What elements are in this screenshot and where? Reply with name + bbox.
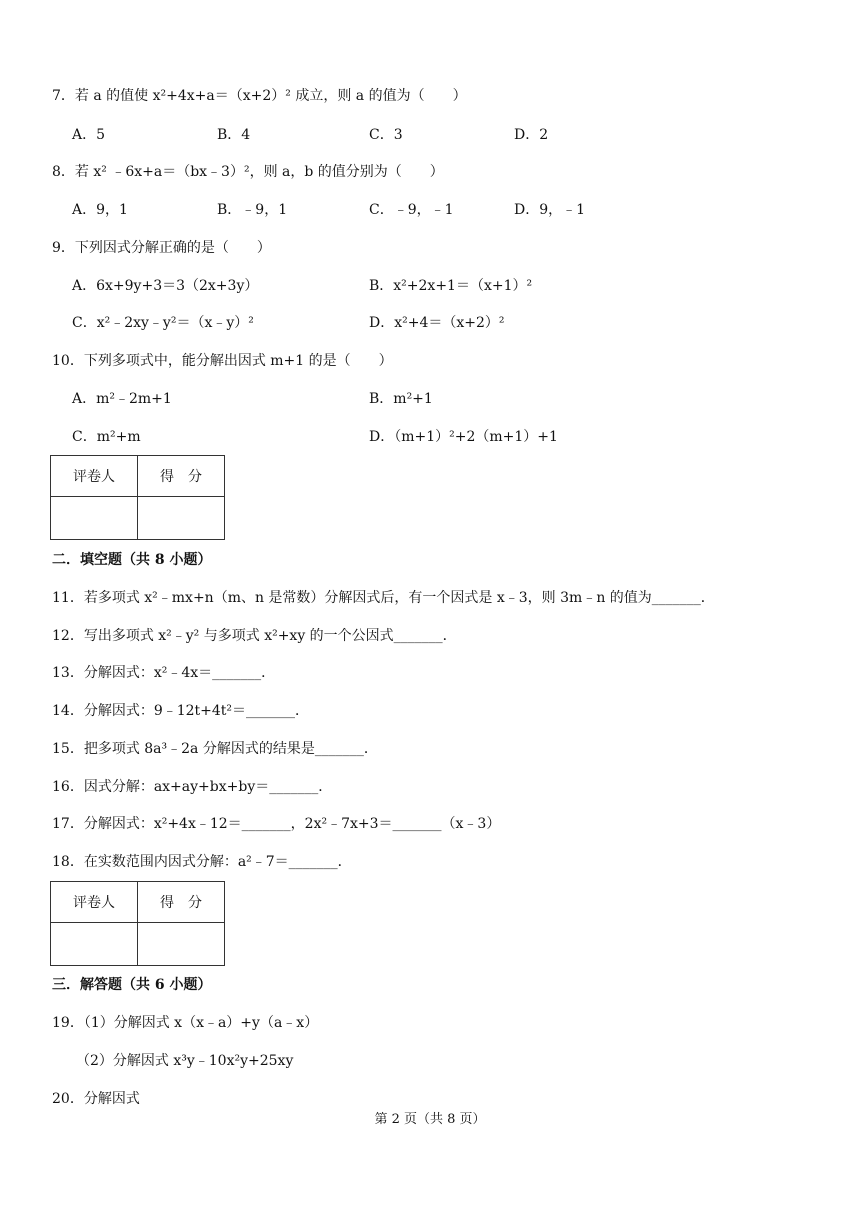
question-9-option-d: D．x²+4＝（x+2）² bbox=[369, 315, 505, 331]
question-8-option-c: C．﹣9，﹣1 bbox=[369, 202, 454, 218]
answer-question-19-part-2: （2）分解因式 x³y﹣10x²y+25xy bbox=[76, 1053, 294, 1069]
question-10-option-d: D．（m+1）²+2（m+1）+1 bbox=[369, 429, 558, 445]
question-7-stem: 7．若 a 的值使 x²+4x+a＝（x+2）² 成立，则 a 的值为（ ） bbox=[52, 88, 467, 104]
question-8-stem: 8．若 x² ﹣6x+a＝（bx﹣3）²，则 a，b 的值分别为（ ） bbox=[52, 164, 444, 180]
score-label: 得 分 bbox=[138, 456, 225, 497]
fill-question-17: 17．分解因式：x²+4x﹣12＝_______，2x²﹣7x+3＝_______（x﹣3） bbox=[52, 816, 501, 832]
section-3-heading: 三．解答题（共 6 小题） bbox=[52, 977, 212, 993]
section-2-heading: 二．填空题（共 8 小题） bbox=[52, 552, 212, 568]
question-8-option-b: B．﹣9，1 bbox=[217, 202, 288, 218]
question-8-option-d: D．9，﹣1 bbox=[514, 202, 586, 218]
fill-question-11: 11．若多项式 x²﹣mx+n（m、n 是常数）分解因式后，有一个因式是 x﹣3，则 3m﹣n 的值为_______． bbox=[52, 590, 715, 606]
fill-question-13: 13．分解因式：x²﹣4x＝_______． bbox=[52, 665, 276, 681]
question-7-option-d: D．2 bbox=[514, 127, 549, 143]
question-10-stem: 10．下列多项式中，能分解出因式 m+1 的是（ ） bbox=[52, 353, 393, 369]
page-footer: 第 2 页（共 8 页） bbox=[374, 1112, 486, 1127]
question-9-option-a: A．6x+9y+3＝3（2x+3y） bbox=[72, 278, 259, 294]
score-label: 得 分 bbox=[138, 882, 225, 923]
question-10-option-a: A．m²﹣2m+1 bbox=[72, 391, 172, 407]
question-7-option-b: B．4 bbox=[217, 127, 251, 143]
question-7-option-a: A．5 bbox=[72, 127, 106, 143]
reviewer-label: 评卷人 bbox=[51, 456, 138, 497]
question-10-option-c: C．m²+m bbox=[72, 429, 141, 445]
question-7-option-c: C．3 bbox=[369, 127, 403, 143]
answer-question-20: 20．分解因式 bbox=[52, 1091, 140, 1107]
fill-question-12: 12．写出多项式 x²﹣y² 与多项式 x²+xy 的一个公因式_______． bbox=[52, 628, 457, 644]
answer-question-19-part-1: 19．（1）分解因式 x（x﹣a）+y（a﹣x） bbox=[52, 1015, 319, 1031]
reviewer-cell bbox=[51, 923, 138, 966]
fill-question-14: 14．分解因式：9﹣12t+4t²＝_______． bbox=[52, 703, 310, 719]
reviewer-label: 评卷人 bbox=[51, 882, 138, 923]
question-9-option-c: C．x²﹣2xy﹣y²＝（x﹣y）² bbox=[72, 315, 254, 331]
fill-question-16: 16．因式分解：ax+ay+bx+by＝_______． bbox=[52, 779, 333, 795]
score-table-section-2 bbox=[50, 455, 225, 540]
score-cell bbox=[138, 497, 225, 540]
question-8-option-a: A．9，1 bbox=[72, 202, 128, 218]
reviewer-cell bbox=[51, 497, 138, 540]
score-cell bbox=[138, 923, 225, 966]
fill-question-18: 18．在实数范围内因式分解：a²﹣7＝_______． bbox=[52, 854, 352, 870]
question-9-stem: 9．下列因式分解正确的是（ ） bbox=[52, 240, 271, 256]
fill-question-15: 15．把多项式 8a³﹣2a 分解因式的结果是_______． bbox=[52, 741, 378, 757]
question-9-option-b: B．x²+2x+1＝（x+1）² bbox=[369, 278, 533, 294]
question-10-option-b: B．m²+1 bbox=[369, 391, 433, 407]
score-table-section-3 bbox=[50, 881, 225, 966]
